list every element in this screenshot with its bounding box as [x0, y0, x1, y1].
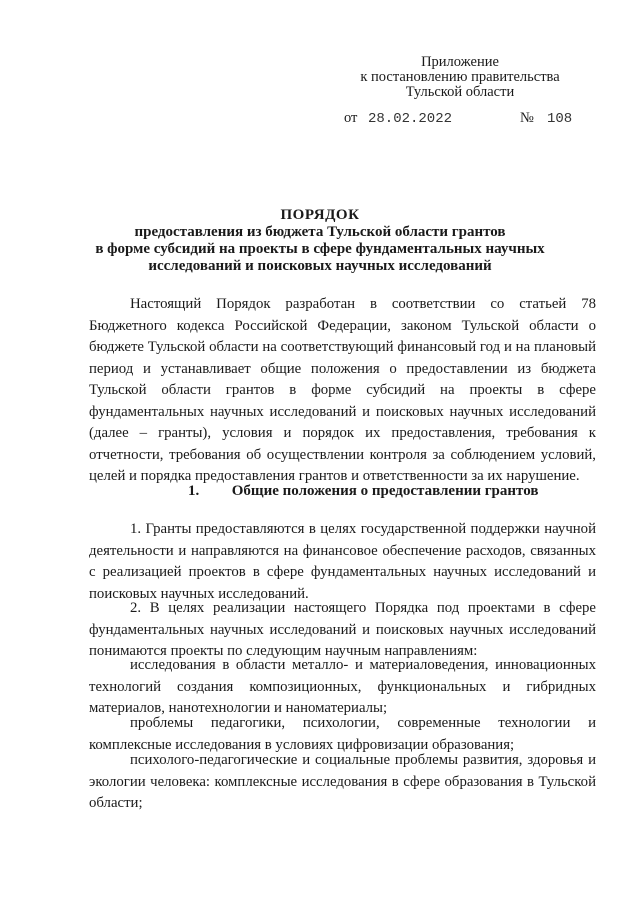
document-number: 108 — [547, 111, 573, 127]
title-subtitle-line: предоставления из бюджета Тульской области грантов — [134, 224, 506, 240]
document-title — [60, 207, 580, 275]
appendix-note — [340, 55, 580, 100]
title-main: ПОРЯДОК — [280, 207, 360, 223]
clause-paragraph: 2. В целях реализации настоящего Порядка под проектами в сфере фундаментальных научных исследований и поисковых научных исследований понимаются проекты по следующим научным направлениям: — [89, 600, 596, 659]
date-label: от — [344, 110, 358, 126]
direction-paragraph: исследования в области металло- и материаловедения, инновационных технологий создания композиционных, функциональных и гибридных материалов, нанотехнологии и наноматериалы; — [89, 657, 596, 716]
number-label: № — [520, 110, 534, 126]
direction-paragraph: психолого-педагогические и социальные проблемы развития, здоровья и экологии человека: комплексные исследования в сфере образования в Тульской области; — [89, 752, 596, 811]
title-subtitle-line: в форме субсидий на проекты в сфере фундаментальных научных — [95, 241, 545, 257]
appendix-line: к постановлению правительства — [360, 69, 560, 85]
section-number: 1. — [188, 483, 200, 499]
date-number-line — [344, 110, 584, 127]
intro-paragraph: Настоящий Порядок разработан в соответствии со статьей 78 Бюджетного кодекса Российской Федерации, законом Тульской области о бюджете Тульской области на соответствующий финансовый год и на плановый период и устанавливает общие положения о предоставлении из бюджета Тульской области грантов в форме субсидий на проекты в сфере фундаментальных научных исследований и поисковых научных исследований (далее – гранты), условия и порядок их предоставления, требования к отчетности, требования об осуществлении контроля за соблюдением условий, целей и порядка предоставления грантов и ответственности за их нарушение. — [89, 296, 596, 484]
title-subtitle-line: исследований и поисковых научных исследований — [148, 258, 492, 274]
document-date: 28.02.2022 — [368, 111, 453, 127]
appendix-line: Приложение — [421, 54, 499, 70]
section-title: Общие положения о предоставлении грантов — [231, 483, 539, 499]
section-heading — [188, 483, 538, 500]
direction-paragraph: проблемы педагогики, психологии, современные технологии и комплексные исследования в условиях цифровизации образования; — [89, 715, 596, 753]
clause-paragraph: 1. Гранты предоставляются в целях государственной поддержки научной деятельности и направляются на финансовое обеспечение расходов, связанных с реализацией проектов в сфере фундаментальных научных исследований и поисковых научных исследований. — [89, 521, 596, 602]
appendix-line: Тульской области — [405, 84, 515, 100]
